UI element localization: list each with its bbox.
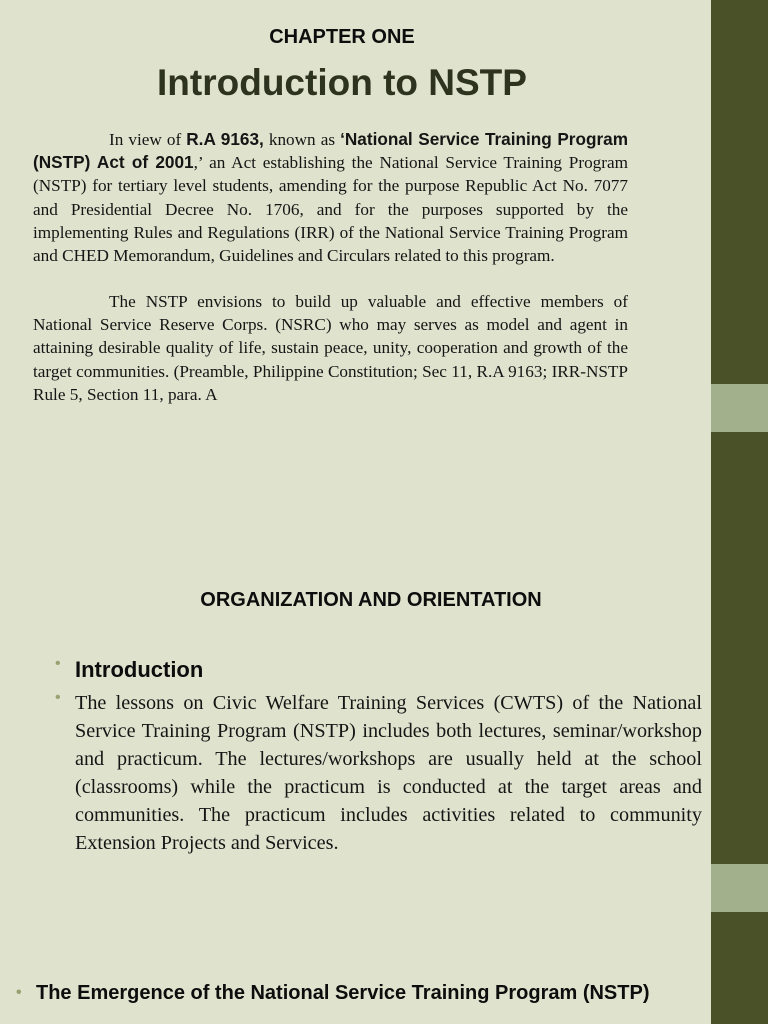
side-band-light-2: [711, 864, 768, 912]
bottom-bullet: [16, 981, 697, 1005]
bullet-list: [55, 655, 702, 857]
para2-text: The NSTP envisions to build up valuable and effective members of National Service Reserve Corps. (NSRC) who may serves as model and agent in attaining desirable quality of life, sustain peace, unity, cooperation and growth of the target communities. (Preamble, Philippine Constitution; Sec 11, R.A 9163; IRR-NSTP Rule 5, Section 11, para. A: [33, 292, 628, 404]
nstp-vision-paragraph: [33, 290, 628, 406]
para1-text-1: In view of: [109, 130, 187, 149]
side-band-light-1: [711, 384, 768, 432]
bullet-icon: •: [16, 984, 22, 1001]
list-item: [55, 689, 702, 857]
bullet-icon: •: [55, 689, 61, 706]
side-band-dark-top: [711, 0, 768, 384]
bullet-text: The lessons on Civic Welfare Training Services (CWTS) of the National Service Training Program (NSTP) includes both lectures, seminar/workshop and practicum. The lectures/workshops are usually held at the school (classrooms) while the practicum is conducted at the target areas and communities. The practicum includes activities related to community Extension Projects and Services.: [75, 692, 702, 854]
bullet-icon: •: [55, 655, 61, 672]
side-band-dark-middle: [711, 432, 768, 864]
chapter-label: CHAPTER ONE: [269, 26, 415, 48]
para1-text-2: known as: [263, 130, 341, 149]
bullet-heading: Introduction: [75, 657, 204, 682]
para1-bold-act: ‘National Service Training Program (NSTP) Act of 2001: [33, 129, 629, 173]
side-band-dark-bottom: [711, 912, 768, 1024]
para1-text-3: ,’ an Act establishing the National Service Training Program (NSTP) for tertiary level students, amending for the purpose Republic Act No. 7077 and Presidential Decree No. 1706, and for the purposes supported by the implementing Rules and Regulations (IRR) of the National Service Training Program and CHED Memorandum, Guidelines and Circulars related to this program.: [33, 153, 628, 266]
para1-bold-ra: R.A 9163,: [186, 129, 264, 149]
page-title: Introduction to NSTP: [157, 62, 527, 103]
intro-paragraph: [33, 128, 628, 267]
list-item: [55, 655, 702, 685]
bottom-bullet-text: The Emergence of the National Service Training Program (NSTP): [36, 982, 650, 1004]
section-heading: ORGANIZATION AND ORIENTATION: [200, 589, 542, 611]
